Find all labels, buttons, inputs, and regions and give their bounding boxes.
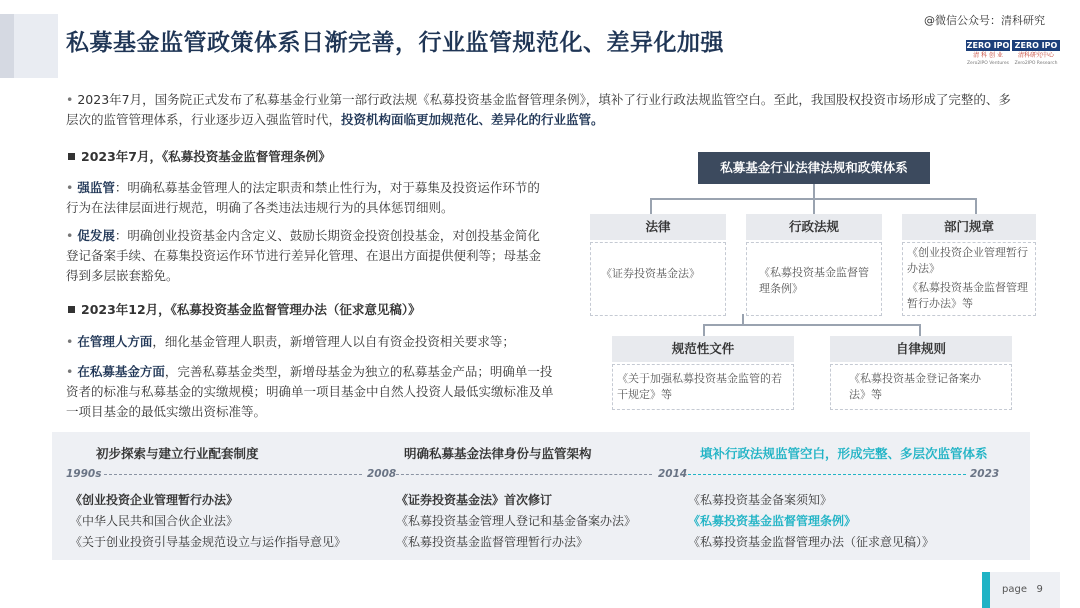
- diagram-norm-item: 《关于加强私募投资基金监管的若干规定》等: [617, 372, 782, 401]
- timeline-item: 《私募投资基金备案须知》: [688, 493, 833, 507]
- timeline-item: 《私募投资基金监督管理办法（征求意见稿）》: [688, 535, 935, 549]
- diagram-law-title: 法律: [590, 214, 726, 240]
- section-1-point-2: • 促发展：明确创业投资基金内含定义、鼓励长期资金投资创投基金，对创投基金简化登记备案手续、在募集投资运作环节进行差异化管理、在退出方面提供便利等；母基金得到多层嵌套豁免。: [66, 228, 542, 283]
- intro-emphasis: 投资机构面临更加规范化、差异化的行业监管。: [341, 112, 604, 127]
- section-2-point-2: • 在私募基金方面，完善私募基金类型，新增母基金为独立的私募基金产品；明确单一投资者的标准与私募基金的实缴规模；明确单一项目基金中自然人投资人最低实缴标准及单一项目基金的最低实缴出资标准等。: [66, 364, 554, 419]
- timeline-item: 《证券投资基金法》首次修订: [396, 493, 553, 507]
- header-accent-bar: [14, 14, 58, 78]
- timeline-segment-highlight: [688, 474, 966, 475]
- connector-line: [919, 324, 921, 336]
- timeline-year: 2008: [367, 468, 397, 480]
- page-accent-bar: [982, 572, 990, 608]
- square-bullet-icon: [68, 153, 75, 160]
- diagram-dept-title: 部门规章: [902, 214, 1036, 240]
- timeline-item: 《中华人民共和国合伙企业法》: [70, 514, 239, 528]
- section-2-heading: 2023年12月，《私募投资基金监督管理办法（征求意见稿）》: [68, 300, 421, 318]
- header-accent-band: [0, 14, 14, 78]
- timeline-segment: [396, 474, 652, 475]
- square-bullet-icon: [68, 306, 75, 313]
- timeline-item: 《私募投资基金监督管理暂行办法》: [396, 535, 589, 549]
- diagram-law-item: 《证券投资基金法》: [601, 267, 700, 280]
- diagram-dept-item: 《私募投资基金监督管理暂行办法》等: [907, 281, 1028, 310]
- timeline-year: 1990s: [66, 468, 102, 480]
- diagram-dept-item: 《创业投资企业管理暂行办法》: [907, 246, 1028, 275]
- timeline-column-3: [688, 490, 934, 553]
- timeline-item-highlight: 《私募投资基金监督管理条例》: [688, 514, 857, 528]
- timeline-column-1: [70, 490, 346, 553]
- diagram-norm-box: [612, 364, 794, 410]
- diagram-self-title: 自律规则: [830, 336, 1012, 362]
- page-title: 私募基金监管政策体系日渐完善，行业监管规范化、差异化加强: [66, 30, 724, 56]
- timeline-segment: [104, 474, 362, 475]
- watermark: @微信公众号：清科研究: [924, 14, 1045, 27]
- connector-line: [650, 198, 652, 214]
- connector-line: [813, 184, 815, 198]
- diagram-self-item: 《私募投资基金登记备案办法》等: [849, 372, 981, 401]
- connector-line: [813, 198, 815, 214]
- page-number: page 9: [1002, 584, 1043, 595]
- zero2ipo-ventures-logo: ZERO IPO 清 科 创 业 Zero2IPO Ventures: [966, 41, 1010, 66]
- diagram-admin-title: 行政法规: [746, 214, 882, 240]
- intro-paragraph: • 2023年7月，国务院正式发布了私募基金行业第一部行政法规《私募投资基金监督管理条例》，填补了行业行政法规监管空白。至此，我国股权投资市场形成了完整的、多层次的监管管理体系，行业逐步迈入强监管时代，投资机构面临更加规范化、差异化的行业监管。: [66, 92, 1011, 127]
- diagram-norm-title: 规范性文件: [612, 336, 794, 362]
- timeline-year: 2023: [970, 468, 1000, 480]
- diagram-dept-box: [902, 242, 1036, 316]
- diagram-root: 私募基金行业法律法规和政策体系: [698, 152, 930, 184]
- connector-line: [742, 314, 744, 324]
- connector-line: [703, 324, 705, 336]
- timeline-item: 《创业投资企业管理暂行办法》: [70, 493, 239, 507]
- timeline-item: 《私募投资基金管理人登记和基金备案办法》: [396, 514, 637, 528]
- connector-line: [703, 324, 921, 326]
- timeline-year: 2014: [658, 468, 688, 480]
- section-2-point-1: • 在管理人方面，细化基金管理人职责，新增管理人以自有资金投资相关要求等；: [66, 334, 515, 349]
- timeline-column-2: [396, 490, 636, 553]
- timeline-phase-1: 初步探索与建立行业配套制度: [96, 446, 259, 461]
- diagram-admin-item: 《私募投资基金监督管理条例》: [759, 266, 869, 295]
- timeline-phase-2: 明确私募基金法律身份与监管架构: [404, 446, 592, 461]
- zero2ipo-research-logo: ZERO IPO 清科研究中心 Zero2IPO Research: [1012, 40, 1060, 70]
- connector-line: [975, 198, 977, 214]
- timeline-item: 《关于创业投资引导基金规范设立与运作指导意见》: [70, 535, 347, 549]
- timeline-phase-3: 填补行政法规监管空白，形成完整、多层次监管体系: [700, 446, 988, 461]
- section-1-heading: 2023年7月，《私募投资基金监督管理条例》: [68, 147, 331, 165]
- diagram-law-box: [590, 242, 726, 316]
- intro-text: 2023年7月，国务院正式发布了私募基金行业第一部行政法规《私募投资基金监督管理条例》，填补了行业行政法规监管空白。至此，我国股权投资市场形成了完整的、多层次的监管管理体系，行业逐步迈入强监管时代，: [66, 92, 1011, 127]
- diagram-admin-box: [746, 242, 882, 316]
- diagram-self-box: [830, 364, 1012, 410]
- section-1-point-1: • 强监管：明确私募基金管理人的法定职责和禁止性行为，对于募集及投资运作环节的行为在法律层面进行规范，明确了各类违法违规行为的具体惩罚细则。: [66, 180, 540, 215]
